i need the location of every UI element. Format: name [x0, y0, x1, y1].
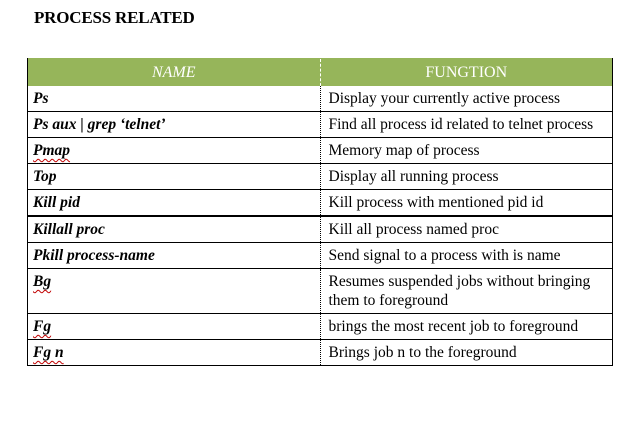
table-header-row	[28, 59, 612, 87]
process-commands-table	[27, 58, 613, 366]
command-function-cell: Display all running process	[320, 164, 612, 190]
command-name-cell: Pkill process-name	[28, 243, 320, 269]
table-row	[28, 269, 612, 314]
command-name-cell: Killall proc	[28, 216, 320, 243]
command-name-cell	[28, 269, 320, 314]
table-row	[28, 340, 612, 366]
command-function-cell: Kill process with mentioned pid id	[320, 190, 612, 217]
table-row	[28, 112, 612, 138]
command-name-cell: Top	[28, 164, 320, 190]
table-row	[28, 164, 612, 190]
command-function-cell: Memory map of process	[320, 138, 612, 164]
command-name-text: Fg n	[33, 344, 64, 361]
page-heading: PROCESS RELATED	[34, 8, 195, 27]
command-name-cell: Ps	[28, 86, 320, 112]
command-name-cell: Ps aux | grep ‘telnet’	[28, 112, 320, 138]
command-function-cell: Find all process id related to telnet process	[320, 112, 612, 138]
command-name-cell	[28, 340, 320, 366]
table-row	[28, 190, 612, 217]
command-name-text: Bg	[33, 273, 52, 290]
command-function-cell: Send signal to a process with is name	[320, 243, 612, 269]
command-name-text: Fg	[33, 318, 52, 335]
command-function-cell: Kill all process named proc	[320, 216, 612, 243]
command-name-text: Pmap	[33, 142, 71, 159]
command-name-cell	[28, 314, 320, 340]
command-function-cell: Resumes suspended jobs without bringing them to foreground	[320, 269, 612, 314]
column-header-name: NAME	[28, 59, 320, 87]
command-function-cell: brings the most recent job to foreground	[320, 314, 612, 340]
table-row	[28, 243, 612, 269]
command-function-cell: Brings job n to the foreground	[328, 344, 517, 361]
command-function-cell: Display your currently active process	[320, 86, 612, 112]
table-row	[28, 314, 612, 340]
table-row	[28, 86, 612, 112]
command-name-cell: Kill pid	[28, 190, 320, 217]
column-header-function: FUNGTION	[320, 59, 612, 87]
table-row	[28, 216, 612, 243]
command-name-cell	[28, 138, 320, 164]
table-row	[28, 138, 612, 164]
